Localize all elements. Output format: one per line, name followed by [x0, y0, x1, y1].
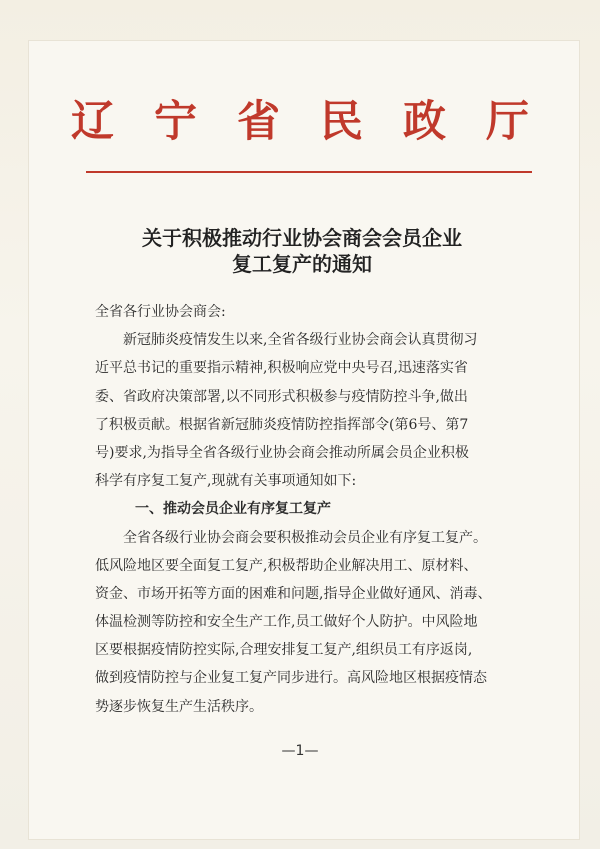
paragraph-2-line: 势逐步恢复生产生活秩序。: [95, 698, 263, 715]
paragraph-2-line: 做到疫情防控与企业复工复产同步进行。高风险地区根据疫情态: [95, 670, 487, 687]
salutation: 全省各行业协会商会:: [95, 304, 226, 320]
notice-title-line-2: 复工复产的通知: [232, 252, 372, 276]
paragraph-2-line: 全省各级行业协会商会要积极推动会员企业有序复工复产。: [123, 529, 487, 546]
paragraph-2-line: 资金、市场开拓等方面的困难和问题,指导企业做好通风、消毒、: [95, 585, 492, 602]
paragraph-1-line: 了积极贡献。根据省新冠肺炎疫情防控指挥部令(第6号、第7: [95, 416, 469, 433]
paragraph-1-line: 科学有序复工复产,现就有关事项通知如下:: [95, 473, 357, 490]
paragraph-1-line: 新冠肺炎疫情发生以来,全省各级行业协会商会认真贯彻习: [123, 332, 478, 349]
paragraph-2-line: 区要根据疫情防控实际,合理安排复工复产,组织员工有序返岗,: [95, 642, 473, 659]
notice-body: [95, 298, 525, 721]
page-number: —1—: [281, 743, 319, 759]
paragraph-1-line: 近平总书记的重要指示精神,积极响应党中央号召,迅速落实省: [95, 360, 468, 377]
section-1-heading: 一、推动会员企业有序复工复产: [135, 501, 331, 518]
paragraph-2-line: 低风险地区要全面复工复产,积极帮助企业解决用工、原材料、: [95, 557, 478, 574]
red-divider-line: [86, 171, 532, 173]
paragraph-2-line: 体温检测等防控和安全生产工作,员工做好个人防护。中风险地: [95, 614, 478, 631]
notice-title-line-1: 关于积极推动行业协会商会会员企业: [142, 226, 462, 250]
issuer-masthead: 辽宁省民政厅: [71, 97, 569, 147]
paragraph-1-line: 号)要求,为指导全省各级行业协会商会推动所属会员企业积极: [95, 444, 469, 461]
paragraph-1-line: 委、省政府决策部署,以不同形式积极参与疫情防控斗争,做出: [95, 388, 468, 405]
